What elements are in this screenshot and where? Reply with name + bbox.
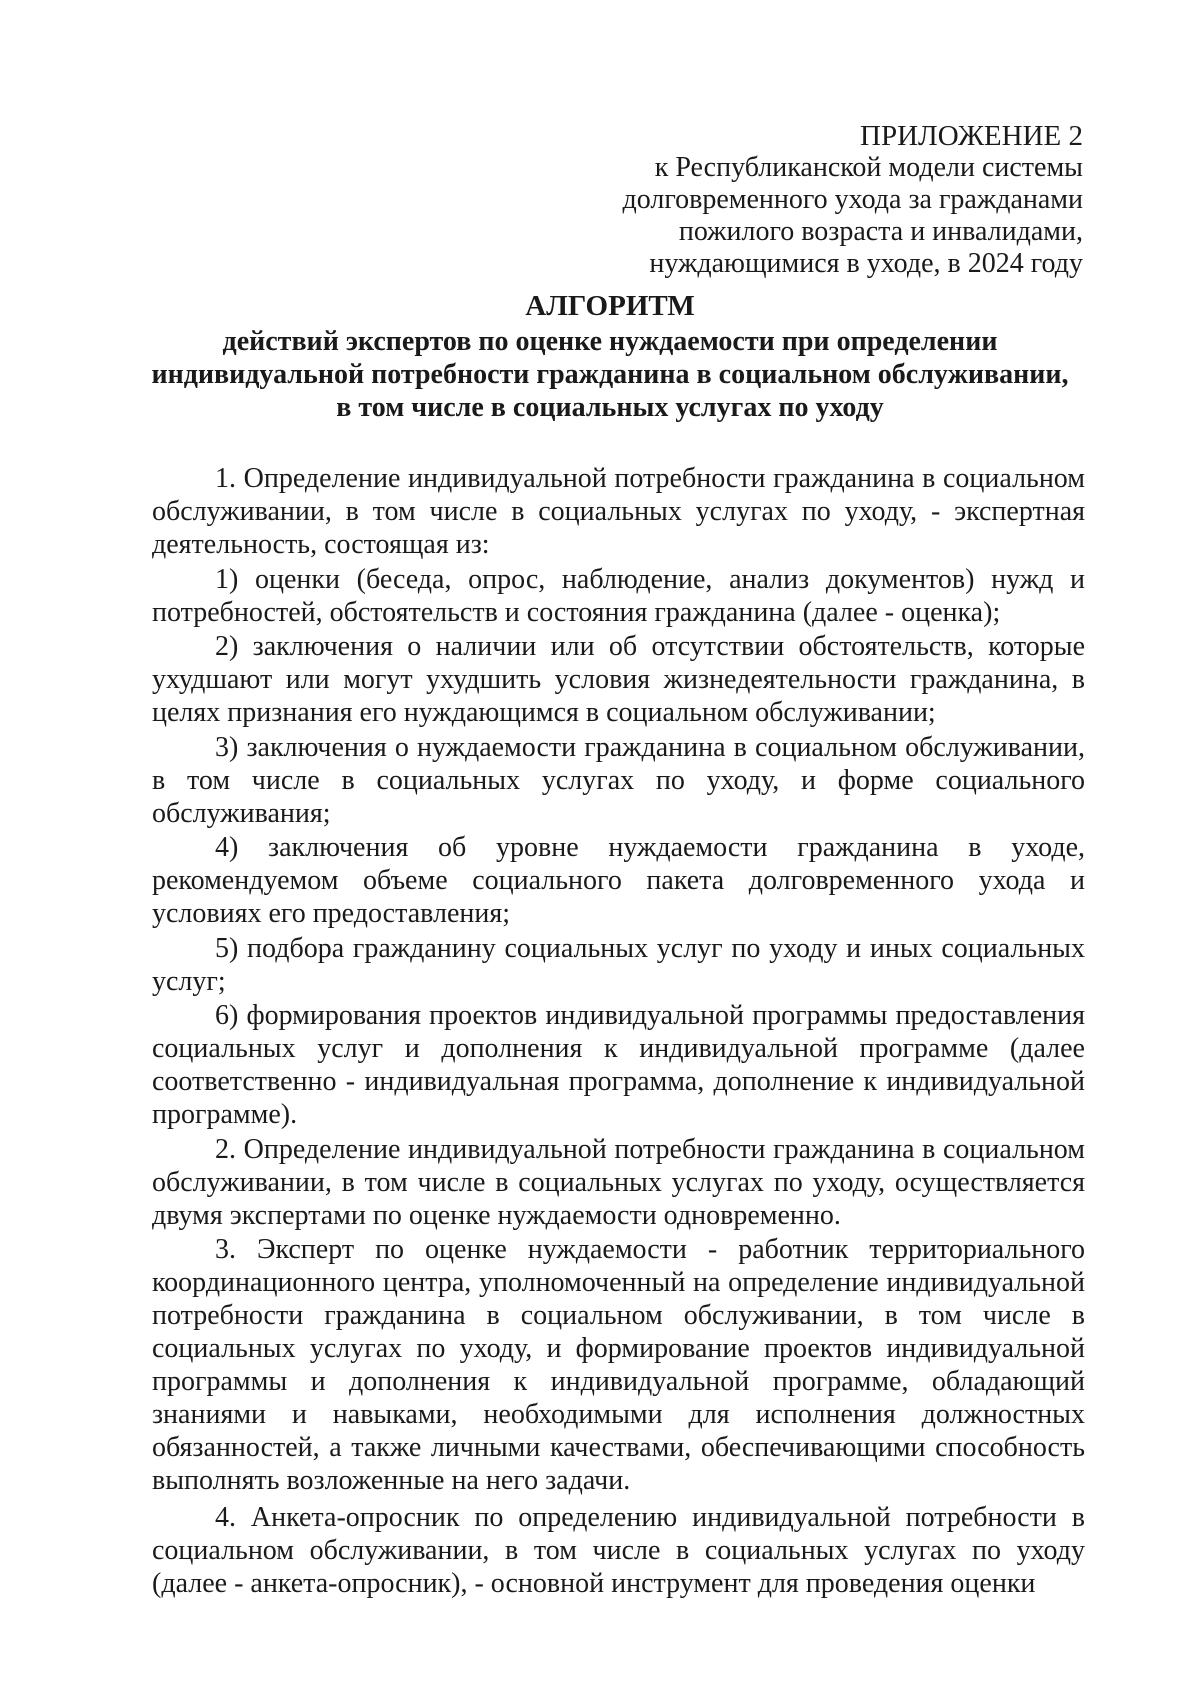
paragraph-1: 1. Определение индивидуальной потребности гражданина в социальном обслуживании, в том числе в социальных услугах по уходу, - экспертная деятельность, состоящая из: xyxy=(152,463,1085,560)
document-body xyxy=(152,462,1085,1602)
appendix-heading: ПРИЛОЖЕНИЕ 2 xyxy=(860,120,1083,152)
title-subline: действий экспертов по оценке нуждаемости при определении xyxy=(222,326,998,357)
paragraph-1-5: 5) подбора гражданину социальных услуг по уходу и иных социальных услуг; xyxy=(152,932,1085,997)
paragraph-1-3: 3) заключения о нуждаемости гражданина в социальном обслуживании, в том числе в социальных услугах по уходу, и форме социального обслуживания; xyxy=(152,731,1085,829)
appendix-line: долговременного ухода за гражданами xyxy=(622,184,1083,215)
paragraph-3: 3. Эксперт по оценке нуждаемости - работник территориального координационного центра, уполномоченный на определение индивидуальной потребности гражданина в социальном обслуживании, в том числе в социальных услугах по уходу, и формирование проектов индивидуальной программы и дополнения к индивидуальной программе, обладающий знаниями и навыками, необходимыми для исполнения должностных обязанностей, а также личными качествами, обеспечивающими способность выполнять возложенные на него задачи. xyxy=(152,1234,1085,1496)
paragraph-1-2: 2) заключения о наличии или об отсутствии обстоятельств, которые ухудшают или могут ухудшить условия жизнедеятельности гражданина, в целях признания его нуждающимся в социальном обслуживании; xyxy=(152,631,1085,728)
paragraph-1-6: 6) формирования проектов индивидуальной программы предоставления социальных услуг и дополнения к индивидуальной программе (далее соответственно - индивидуальная программа, дополнение к индивидуальной программе). xyxy=(152,1000,1085,1130)
paragraph-4: 4. Анкета-опросник по определению индивидуальной потребности в социальном обслуживании, в том числе в социальных услугах по уходу (далее - анкета-опросник), - основной инструмент для проведения оценки xyxy=(152,1502,1085,1599)
document-title xyxy=(150,290,1070,424)
paragraph-1-4: 4) заключения об уровне нуждаемости гражданина в уходе, рекомендуемом объеме социального пакета долговременного ухода и условиях его предоставления; xyxy=(152,832,1085,929)
appendix-header xyxy=(622,120,1083,280)
title-subline: индивидуальной потребности гражданина в социальном обслуживании, xyxy=(151,359,1069,390)
paragraph-1-1: 1) оценки (беседа, опрос, наблюдение, анализ документов) нужд и потребностей, обстоятельств и состояния гражданина (далее - оценка); xyxy=(152,563,1085,628)
appendix-line: нуждающимися в уходе, в 2024 году xyxy=(649,248,1083,279)
title-main: АЛГОРИТМ xyxy=(525,290,695,322)
appendix-line: к Республиканской модели системы xyxy=(654,152,1083,183)
paragraph-2: 2. Определение индивидуальной потребности гражданина в социальном обслуживании, в том числе в социальных услугах по уходу, осуществляется двумя экспертами по оценке нуждаемости одновременно. xyxy=(152,1133,1085,1231)
appendix-line: пожилого возраста и инвалидами, xyxy=(678,216,1083,247)
title-subline: в том числе в социальных услугах по уходу xyxy=(336,392,884,423)
